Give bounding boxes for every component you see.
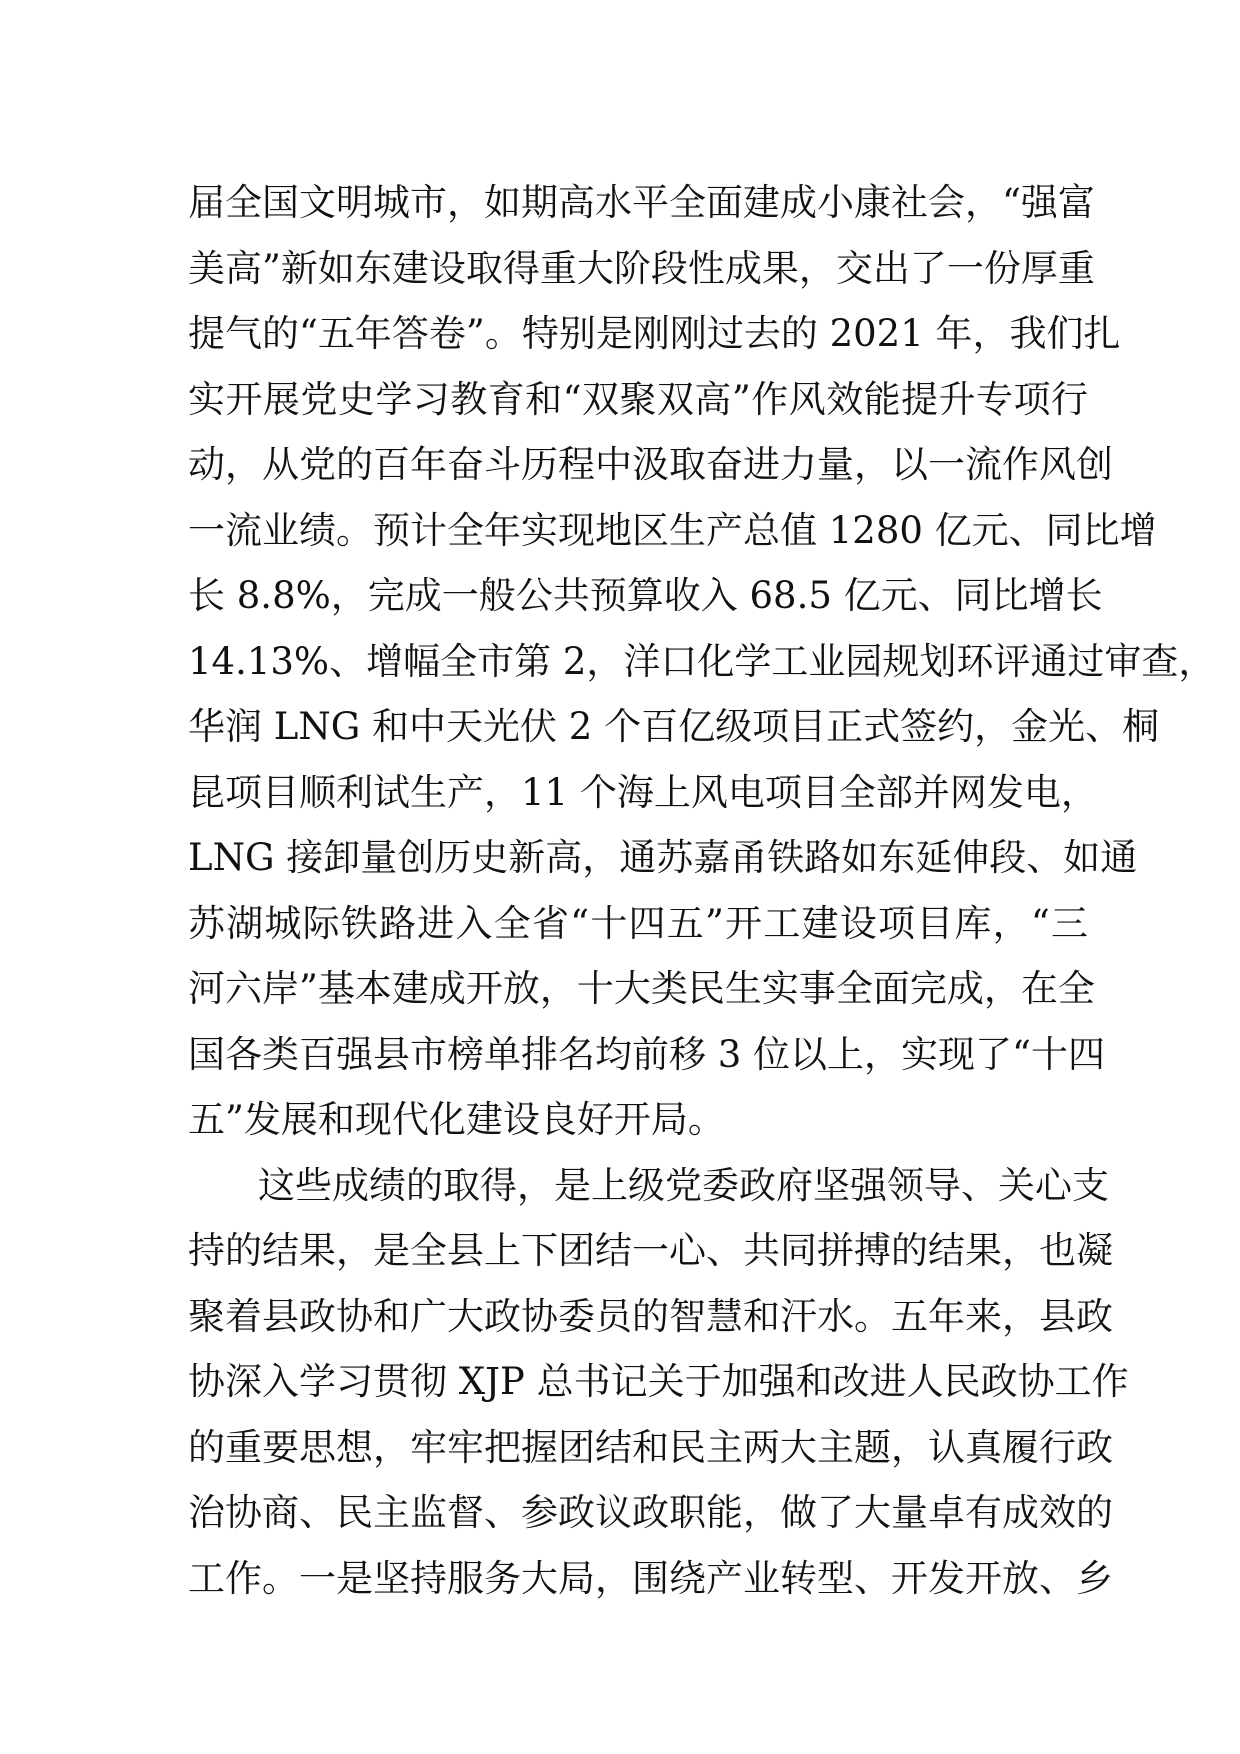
text-line: 美高”新如东建设取得重大阶段性成果，交出了一份厚重	[188, 246, 1095, 290]
text-line: 一流业绩。预计全年实现地区生产总值 1280 亿元、同比增	[188, 508, 1157, 552]
text-line: 国各类百强县市榜单排名均前移 3 位以上，实现了“十四	[188, 1032, 1105, 1076]
document-body	[188, 170, 1216, 1611]
text-line: 河六岸”基本建成开放，十大类民生实事全面完成，在全	[188, 967, 1095, 1010]
text-line: 聚着县政协和广大政协委员的智慧和汗水。五年来，县政	[188, 1294, 1113, 1338]
text-line: 持的结果，是全县上下团结一心、共同拼搏的结果，也凝	[188, 1229, 1113, 1272]
paragraph-cppcc-work	[188, 1153, 1129, 1612]
text-line: 华润 LNG 和中天光伏 2 个百亿级项目正式签约，金光、桐	[188, 705, 1160, 748]
text-line: LNG 接卸量创历史新高，通苏嘉甬铁路如东延伸段、如通	[188, 836, 1138, 879]
text-line: 协深入学习贯彻 XJP 总书记关于加强和改进人民政协工作	[188, 1360, 1129, 1403]
text-line: 提气的“五年答卷”。特别是刚刚过去的 2021 年，我们扎	[188, 312, 1121, 355]
text-line: 长 8.8%，完成一般公共预算收入 68.5 亿元、同比增长	[188, 574, 1103, 617]
paragraph-achievements	[188, 170, 1216, 1153]
text-line: 治协商、民主监督、参政议政职能，做了大量卓有成效的	[188, 1491, 1113, 1534]
text-line: 这些成绩的取得，是上级党委政府坚强领导、关心支	[258, 1163, 1109, 1207]
text-line: 14.13%、增幅全市第 2，洋口化学工业园规划环评通过审查，	[188, 639, 1216, 683]
text-line: 的重要思想，牢牢把握团结和民主两大主题，认真履行政	[188, 1425, 1113, 1469]
text-line: 五”发展和现代化建设良好开局。	[188, 1098, 725, 1141]
text-line: 昆项目顺利试生产，11 个海上风电项目全部并网发电，	[188, 770, 1098, 814]
text-line: 届全国文明城市，如期高水平全面建成小康社会，“强富	[188, 181, 1095, 224]
text-line: 苏湖城际铁路进入全省“十四五”开工建设项目库，“三	[188, 901, 1088, 945]
text-line: 工作。一是坚持服务大局，围绕产业转型、开发开放、乡	[188, 1556, 1113, 1600]
text-line: 动，从党的百年奋斗历程中汲取奋进力量，以一流作风创	[188, 443, 1113, 486]
text-line: 实开展党史学习教育和“双聚双高”作风效能提升专项行	[188, 377, 1088, 421]
